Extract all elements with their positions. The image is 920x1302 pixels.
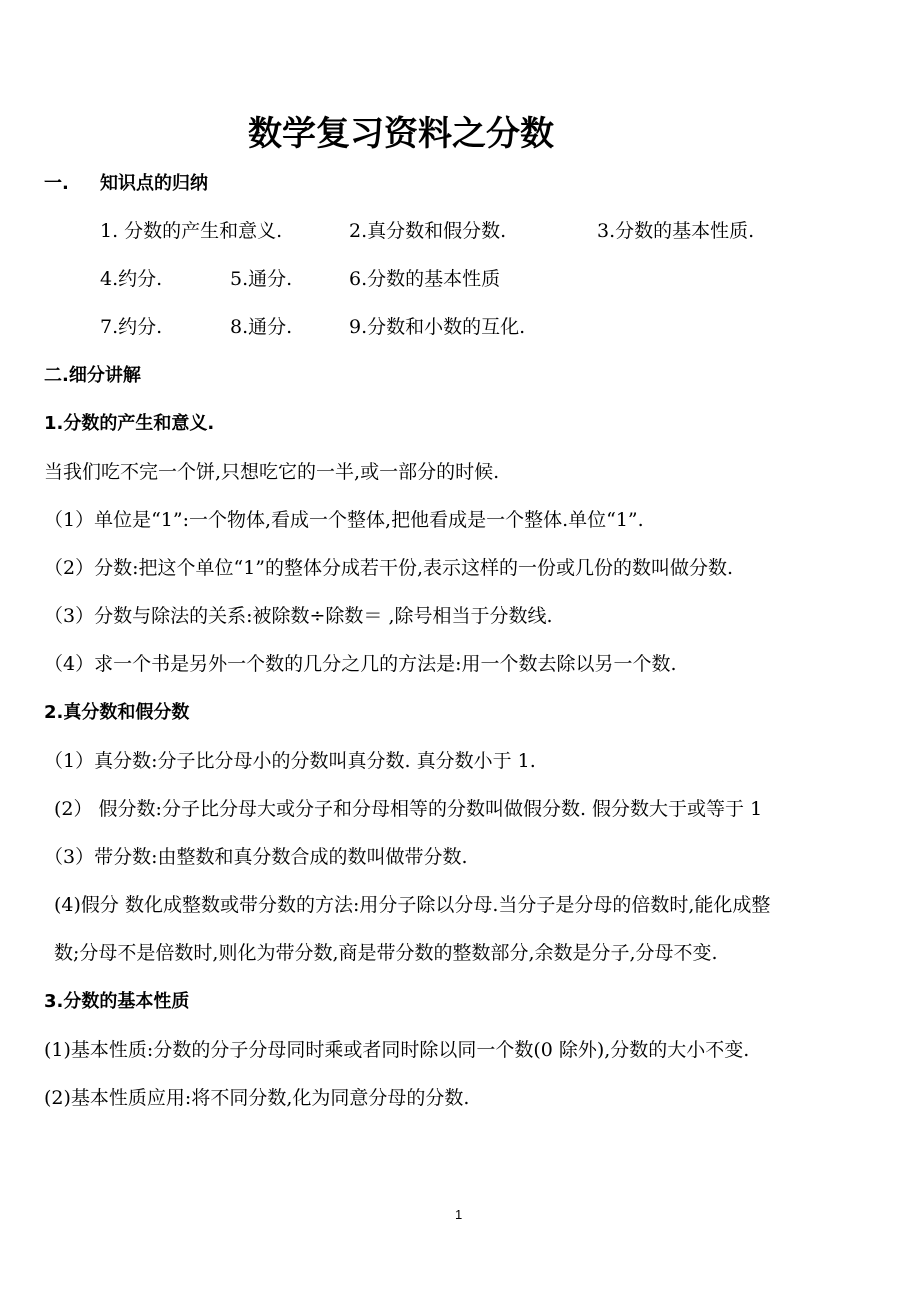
topic-3-heading: 3.分数的基本性质 <box>44 991 190 1012</box>
topic-3-point: (1)基本性质:分数的分子分母同时乘或者同时除以同一个数(0 除外),分数的大小不变. <box>44 1039 750 1061</box>
topic-2-point: （3）带分数:由整数和真分数合成的数叫做带分数. <box>44 846 468 868</box>
toc-item: 2.真分数和假分数. <box>349 220 507 242</box>
topic-1-point: （2）分数:把这个单位“1”的整体分成若干份,表示这样的一份或几份的数叫做分数. <box>44 557 734 579</box>
topic-1-point: （1）单位是“1”:一个物体,看成一个整体,把他看成是一个整体.单位“1”. <box>44 509 644 531</box>
toc-item: 1. 分数的产生和意义. <box>100 220 283 242</box>
topic-1-point: （4）求一个书是另外一个数的几分之几的方法是:用一个数去除以另一个数. <box>44 653 677 675</box>
topic-2-point: (4)假分 数化成整数或带分数的方法:用分子除以分母.当分子是分母的倍数时,能化成整 <box>54 894 771 916</box>
section-1-number: 一. <box>44 173 69 194</box>
toc-item: 9.分数和小数的互化. <box>349 316 526 338</box>
topic-2-point: (2） 假分数:分子比分母大或分子和分母相等的分数叫做假分数. 假分数大于或等于 1 <box>54 798 763 820</box>
topic-1-intro: 当我们吃不完一个饼,只想吃它的一半,或一部分的时候. <box>44 461 500 483</box>
topic-2-heading: 2.真分数和假分数 <box>44 702 190 723</box>
document-title: 数学复习资料之分数 <box>248 114 554 154</box>
topic-1-heading: 1.分数的产生和意义. <box>44 413 215 434</box>
toc-item: 6.分数的基本性质 <box>349 268 501 290</box>
toc-item: 3.分数的基本性质. <box>597 220 755 242</box>
toc-item: 7.约分. <box>100 316 163 338</box>
topic-2-point-continued: 数;分母不是倍数时,则化为带分数,商是带分数的整数部分,余数是分子,分母不变. <box>54 942 718 964</box>
topic-3-point: (2)基本性质应用:将不同分数,化为同意分母的分数. <box>44 1087 470 1109</box>
page-number: 1 <box>455 1207 463 1222</box>
topic-1-point: （3）分数与除法的关系:被除数÷除数＝ ,除号相当于分数线. <box>44 605 553 627</box>
section-2-heading: 二.细分讲解 <box>44 365 141 386</box>
toc-item: 8.通分. <box>230 316 293 338</box>
section-1-heading: 知识点的归纳 <box>100 173 208 194</box>
topic-2-point: （1）真分数:分子比分母小的分数叫真分数. 真分数小于 1. <box>44 750 536 772</box>
toc-item: 4.约分. <box>100 268 163 290</box>
toc-item: 5.通分. <box>230 268 293 290</box>
